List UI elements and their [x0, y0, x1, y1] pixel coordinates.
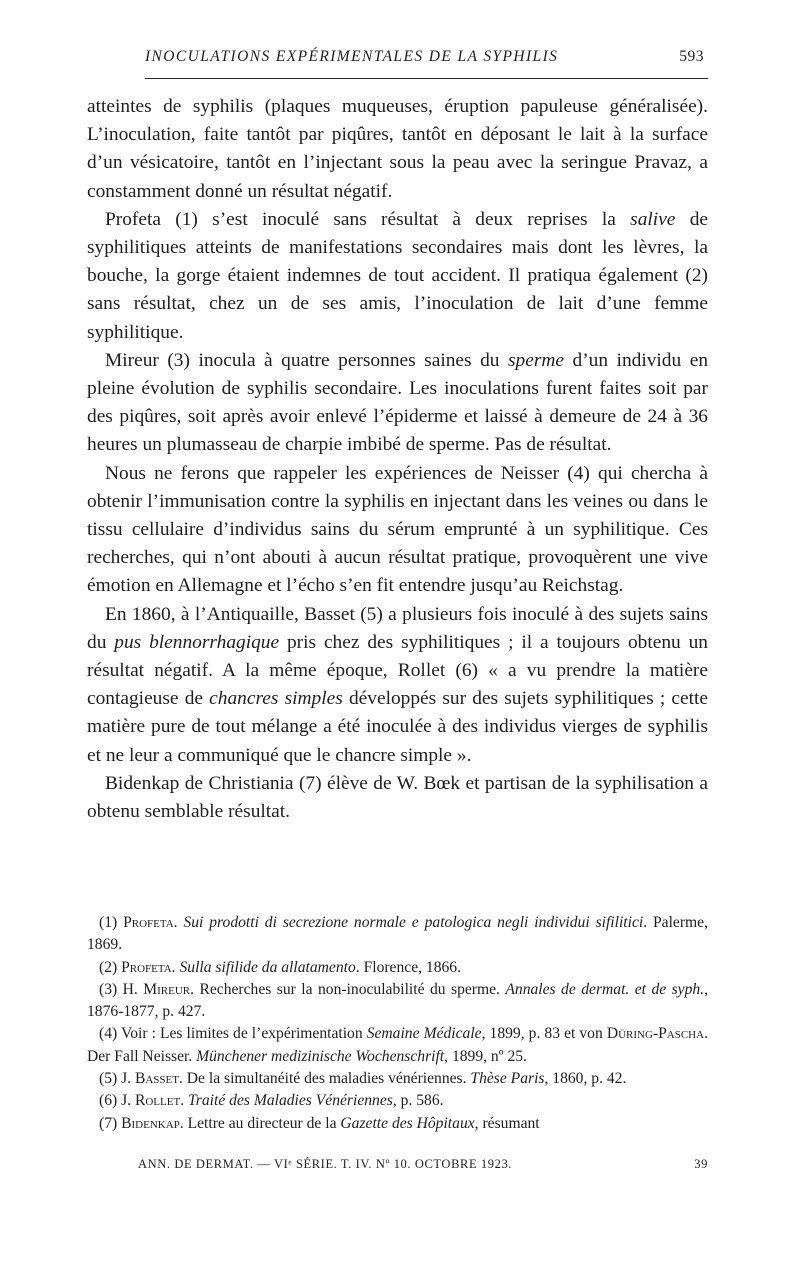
footnote-5: (5) J. Basset. De la simultanéité des maladies vénériennes. Thèse Paris, 1860, p. 42. [99, 1070, 627, 1088]
paragraph-6: Bidenkap de Christiania (7) élève de W. Bœk et partisan de la syphilisation a obtenu semblable résultat. [87, 772, 708, 823]
paragraph-2: Profeta (1) s’est inoculé sans résultat à deux reprises la salive de syphilitiques atteints de manifestations secondaires mais dont les lèvres, la bouche, la gorge étaient indemnes de tout accident. Il pratiqua également (2) sans résultat, chez un de ses amis, l’inoculation de lait d’une femme syphilitique. [87, 208, 708, 343]
running-title: INOCULATIONS EXPÉRIMENTALES DE LA SYPHILIS [145, 48, 559, 65]
paragraph-3: Mireur (3) inocula à quatre personnes saines du sperme d’un individu en pleine évolution de syphilis secondaire. Les inoculations furent faites soit par des piqûres, soit après avoir enlevé l’épiderme et laissé à demeure de 24 à 36 heures un plumasseau de charpie imbibé de sperme. Pas de résultat. [87, 349, 709, 456]
header-rule [145, 78, 708, 79]
footnote-1: (1) Profeta. Sui prodotti di secrezione normale e patologica negli individui sifilitici. Palerme, 1869. [87, 914, 708, 954]
journal-reference: ANN. DE DERMAT. — VIᵉ SÉRIE. T. IV. Nº 10. OCTOBRE 1923. [138, 1157, 513, 1171]
journal-footer [138, 1157, 708, 1172]
footnote-3: (3) H. Mireur. Recherches sur la non-inoculabilité du sperme. Annales de dermat. et de syph., 1876-1877, p. 427. [87, 980, 708, 1021]
main-text [87, 93, 708, 826]
footnote-6: (6) J. Rollet. Traité des Maladies Vénériennes, p. 586. [99, 1092, 444, 1110]
signature-mark: 39 [694, 1157, 708, 1171]
paragraph-4: Nous ne ferons que rappeler les expériences de Neisser (4) qui chercha à obtenir l’immunisation contre la syphilis en injectant dans les veines ou dans le tissu cellulaire d’individus sains du sérum emprunté à un syphilitique. Ces recherches, qui n’ont abouti à aucun résultat pratique, provoquèrent une vive émotion en Allemagne et l’écho s’en fit entendre jusqu’au Reichstag. [87, 462, 708, 597]
footnote-4: (4) Voir : Les limites de l’expérimentation Semaine Médicale, 1899, p. 83 et von Düring-Pascha. Der Fall Neisser. Münchener medizinische Wochenschrift, 1899, nº 25. [87, 1025, 708, 1065]
running-header [87, 48, 708, 74]
footnote-2: (2) Profeta. Sulla sifilide da allatamento. Florence, 1866. [99, 958, 462, 976]
footnotes [87, 912, 708, 1135]
footnote-7: (7) Bidenkap. Lettre au directeur de la Gazette des Hôpitaux, résumant [99, 1114, 540, 1132]
paragraph-5: En 1860, à l’Antiquaille, Basset (5) a plusieurs fois inoculé à des sujets sains du pus blennorrhagique pris chez des syphilitiques ; il a toujours obtenu un résultat négatif. A la même époque, Rollet (6) « a vu prendre la matière contagieuse de chancres simples développés sur des sujets syphilitiques ; cette matière pure de tout mélange a été inoculée à des individus vierges de syphilis et ne leur a communiqué que le chancre simple ». [87, 603, 708, 766]
paragraph-1: atteintes de syphilis (plaques muqueuses, éruption papuleuse généralisée). L’inoculation, faite tantôt par piqûres, tantôt en déposant le lait à la surface d’un vésicatoire, tantôt en l’injectant sous la peau avec la seringue Pravaz, a constamment donné un résultat négatif. [87, 96, 708, 202]
page-number: 593 [679, 48, 704, 65]
